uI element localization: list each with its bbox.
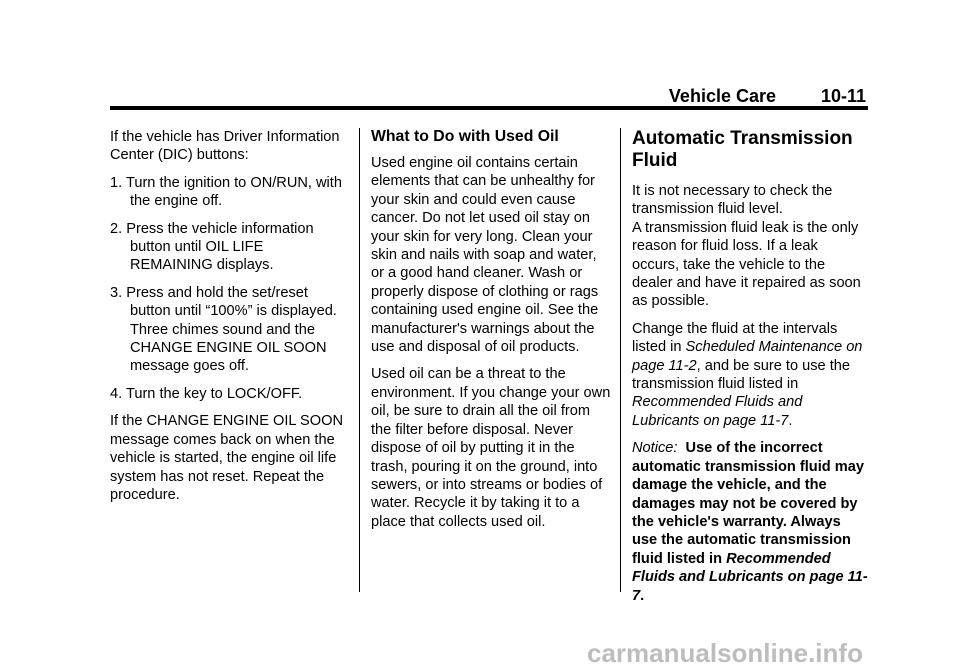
- notice-paragraph: [632, 439, 868, 605]
- notice-recommended-fluids-link[interactable]: Recommended Fluids and Lubricants on page 11-7: [632, 550, 868, 604]
- intro-paragraph: If the vehicle has Driver Information Center (DIC) buttons:: [110, 129, 340, 164]
- step-item: 1. Turn the ignition to ON/RUN, with the engine off.: [110, 174, 342, 210]
- interval-text-mid: , and be sure to use the transmission fluid listed in: [632, 357, 850, 393]
- interval-text: Change the fluid at the intervals listed in: [632, 320, 838, 356]
- transmission-fluid-heading: Automatic Transmission Fluid: [632, 128, 853, 171]
- section-title: Vehicle Care: [668, 86, 776, 106]
- column-divider: [620, 128, 621, 592]
- used-oil-heading: What to Do with Used Oil: [371, 128, 559, 145]
- interval-text-end: .: [788, 412, 793, 429]
- watermark: carmanualsonline.info: [587, 638, 863, 668]
- header-rule: [110, 106, 868, 110]
- page-number: 10-11: [820, 86, 866, 106]
- column-2: [371, 128, 611, 540]
- column-divider: [359, 128, 360, 592]
- used-oil-paragraph-1: Used engine oil contains certain elements that can be unhealthy for your skin and could even cause cancer. Do not let used oil stay on your skin for very long. Clean your skin and nails with soap and water, or a good hand cleaner. Wash or properly dispose of clothing or rags containing used engine oil. See the manufacturer's warnings about the use and disposal of oil products.: [371, 155, 599, 356]
- used-oil-paragraph-2: Used oil can be a threat to the environment. If you change your own oil, be sure to drain all the oil from the filter before disposal. Never dispose of oil by putting it in the trash, pouring it on the ground, into sewers, or into streams or bodies of water. Recycle it by taking it to a place that collects used oil.: [371, 366, 611, 530]
- column-1: [110, 128, 350, 513]
- page-header: [110, 86, 868, 106]
- step-item: 2. Press the vehicle information button until OIL LIFE REMAINING displays.: [110, 220, 314, 274]
- notice-end: .: [640, 587, 645, 604]
- step-item: 3. Press and hold the set/reset button until “100%” is displayed. Three chimes sound and the CHANGE ENGINE OIL SOON message goes off.: [110, 284, 337, 375]
- notice-label: Notice:: [632, 440, 678, 457]
- fluid-paragraph-2: [632, 320, 868, 430]
- column-3: [632, 128, 868, 614]
- fluid-paragraph-1: [632, 182, 868, 311]
- fluid-leak-sentence: A transmission fluid leak is the only reason for fluid loss. If a leak occurs, take the vehicle to the dealer and have it repaired as soon as possible.: [632, 219, 861, 310]
- recommended-fluids-link[interactable]: Recommended Fluids and Lubricants on page 11-7: [632, 394, 803, 429]
- step-item: 4. Turn the key to LOCK/OFF.: [110, 385, 303, 402]
- fluid-check-sentence: It is not necessary to check the transmission fluid level.: [632, 183, 833, 218]
- reset-steps-list: [110, 174, 350, 403]
- notice-text: Use of the incorrect automatic transmission fluid may damage the vehicle, and the damages may not be covered by the vehicle's warranty. Always use the automatic transmission fluid listed in: [632, 440, 864, 567]
- closing-paragraph: If the CHANGE ENGINE OIL SOON message comes back on when the vehicle is started, the engine oil life system has not reset. Repeat the procedure.: [110, 413, 344, 503]
- scheduled-maintenance-link[interactable]: Scheduled Maintenance on page 11-2: [632, 339, 863, 374]
